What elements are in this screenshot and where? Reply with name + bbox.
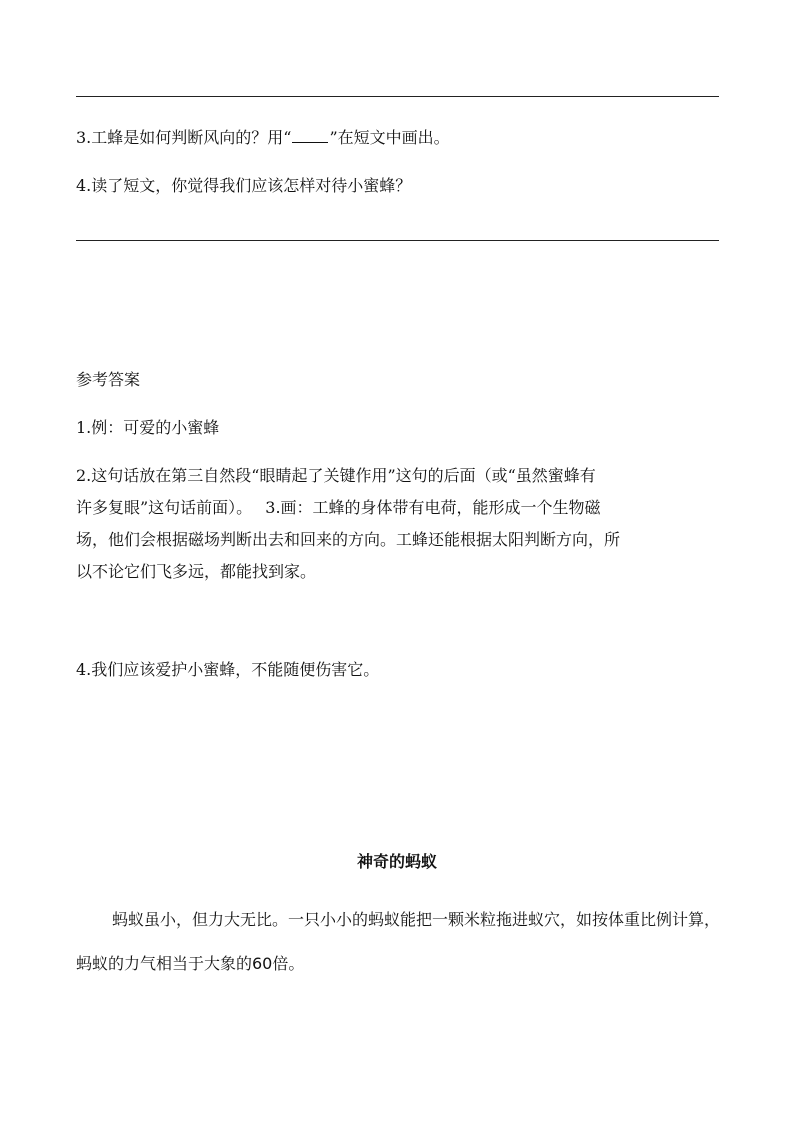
answer-1: 1.例：可爱的小蜜蜂 bbox=[76, 418, 220, 437]
answer-line-top bbox=[76, 96, 719, 97]
answer-block bbox=[76, 460, 726, 588]
underline-blank bbox=[292, 128, 328, 143]
answer-line-bottom bbox=[76, 240, 719, 241]
answer-4: 4.我们应该爱护小蜜蜂，不能随便伤害它。 bbox=[76, 660, 380, 679]
answer-3-line-1: 场，他们会根据磁场判断出去和回来的方向。工蜂还能根据太阳判断方向，所 bbox=[76, 530, 621, 549]
answer-3-line-2: 以不论它们飞多远，都能找到家。 bbox=[76, 562, 317, 581]
question-4: 4.读了短文，你觉得我们应该怎样对待小蜜蜂？ bbox=[76, 176, 412, 195]
answer-2-line-2: 许多复眼”这句话前面）。 3.画：工蜂的身体带有电荷，能形成一个生物磁 bbox=[76, 498, 601, 517]
reading-title: 神奇的蚂蚁 bbox=[356, 852, 437, 871]
answers-heading: 参考答案 bbox=[76, 370, 141, 389]
question-3 bbox=[76, 128, 726, 148]
question-3-text-end: ”在短文中画出。 bbox=[329, 128, 450, 147]
question-3-text-start: 3.工蜂是如何判断风向的？用“ bbox=[76, 128, 292, 147]
answer-2-line-1: 2.这句话放在第三自然段“眼睛起了关键作用”这句的后面（或“虽然蜜蜂有 bbox=[76, 466, 596, 485]
reading-paragraph: 蚂蚁虽小，但力大无比。一只小小的蚂蚁能把一颗米粒拖进蚁穴，如按体重比例计算，蚂蚁的力气相当于大象的60倍。 bbox=[76, 910, 721, 973]
